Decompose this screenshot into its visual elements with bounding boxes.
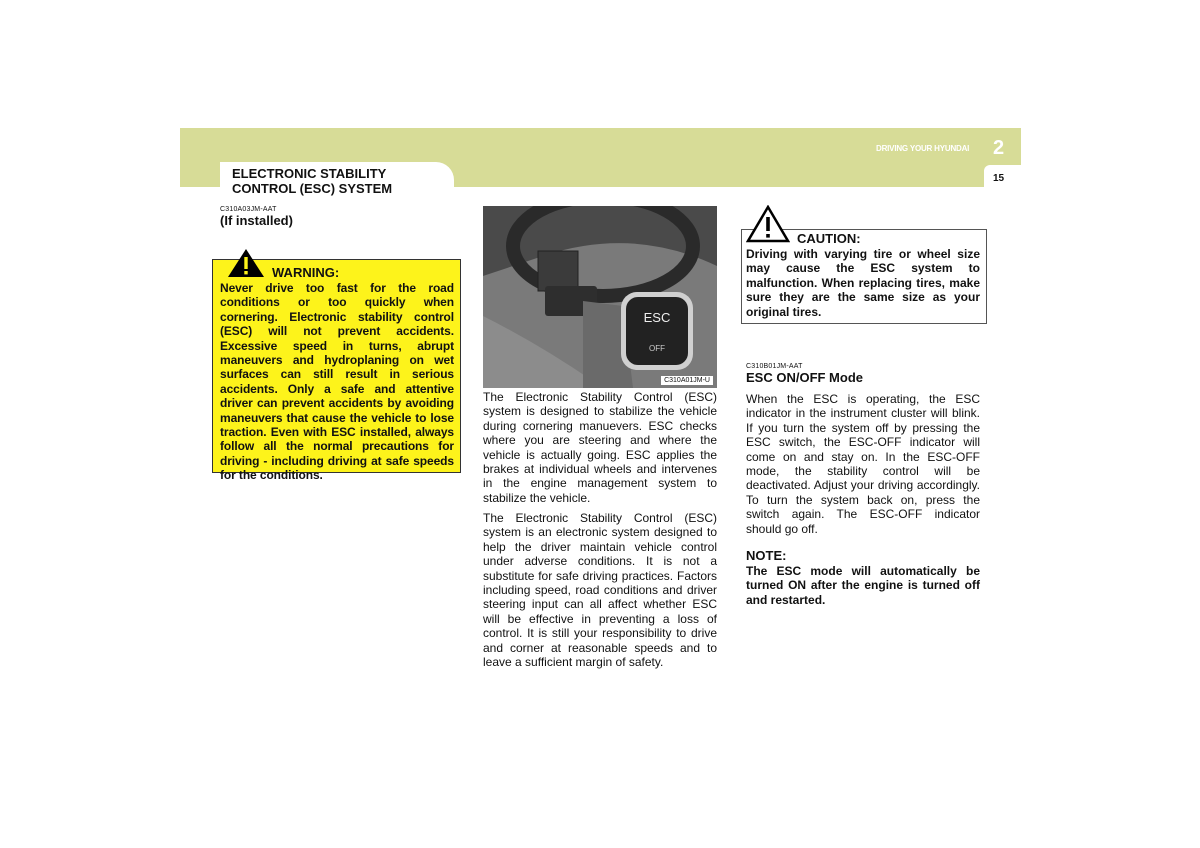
- warning-triangle-icon: [227, 248, 265, 278]
- section-title: [232, 166, 452, 196]
- section-title-line2: CONTROL (ESC) SYSTEM: [232, 181, 393, 196]
- esc-mode-paragraph: When the ESC is operating, the ESC indicator in the instrument cluster will blink. If you turn the system off by pressing the ESC switch, the ESC-OFF indicator will come on and stay on. In the ESC-OFF mode, the stability control will be deactivated. Adjust your driving accordingly. To turn the system back on, press the switch again. The ESC-OFF indicator should go off.: [746, 392, 980, 536]
- esc-button-sublabel: OFF: [649, 344, 665, 353]
- esc-mode-code: C310B01JM-AAT: [746, 363, 803, 370]
- esc-button-callout: [621, 292, 693, 370]
- figure-caption: C310A01JM-U: [661, 376, 713, 385]
- esc-mode-title: ESC ON/OFF Mode: [746, 370, 863, 385]
- chapter-label: DRIVING YOUR HYUNDAI: [876, 144, 970, 153]
- note-text: The ESC mode will automatically be turned ON after the engine is turned off and restarted.: [746, 564, 980, 607]
- page-number: 15: [993, 173, 1005, 184]
- note-heading: NOTE:: [746, 548, 787, 563]
- chapter-number: 2: [993, 137, 1005, 159]
- caution-text: Driving with varying tire or wheel size may cause the ESC system to malfunction. When replacing tires, make sure they are the same size as your original tires.: [746, 247, 980, 319]
- caution-heading: CAUTION:: [797, 231, 861, 246]
- warning-text: Never drive too fast for the road conditions or too quickly when cornering. Electronic stability control (ESC) will not prevent accidents. Excessive speed in turns, abrupt maneuvers and hydroplaning on wet surfaces can still result in serious accidents. Only a safe and attentive driver can prevent accidents by avoiding maneuvers that cause the vehicle to lose traction. Even with ESC installed, always follow all the normal precautions for driving - including driving at safe speeds for the conditions.: [220, 281, 454, 483]
- esc-switch-photo: [483, 206, 717, 388]
- warning-heading: WARNING:: [272, 265, 340, 280]
- caution-triangle-icon: [746, 205, 790, 243]
- section-subtitle: (If installed): [220, 213, 293, 228]
- body-paragraph-1: The Electronic Stability Control (ESC) system is designed to stabilize the vehicle during cornering manuevers. ESC checks where you are steering and where the vehicle is actually going. ESC applies the brakes at individual wheels and intervenes in the engine management system to stabilize the vehicle.: [483, 390, 717, 505]
- section-title-line1: ELECTRONIC STABILITY: [232, 166, 387, 181]
- section-code: C310A03JM-AAT: [220, 206, 277, 213]
- body-paragraph-2: The Electronic Stability Control (ESC) system is an electronic system designed to help the driver maintain vehicle control under adverse conditions. It is not a substitute for safe driving practices. Factors including speed, road conditions and driver steering input can all affect whether ESC will be effective in preventing a loss of control. It is still your responsibility to drive and corner at reasonable speeds and to leave a sufficient margin of safety.: [483, 511, 717, 670]
- esc-button-label: ESC: [643, 310, 671, 325]
- esc-button: [626, 297, 688, 365]
